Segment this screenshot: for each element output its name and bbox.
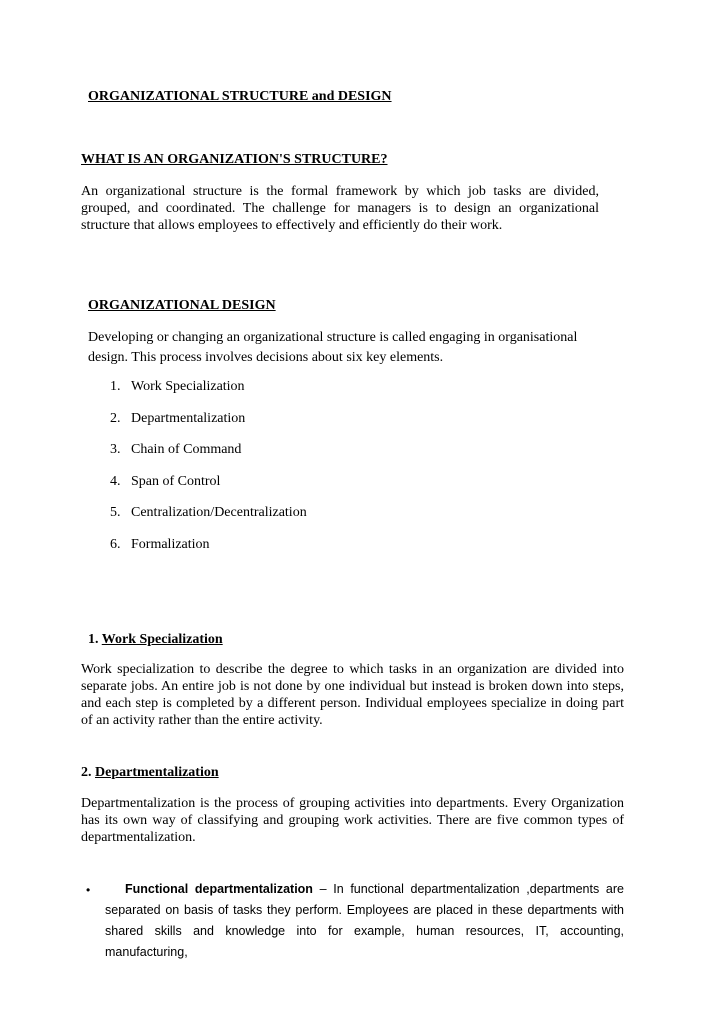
list-item-label: Departmentalization [131, 411, 246, 426]
design-paragraph: Developing or changing an organizational structure is called engaging in organisational design. This process involves decisions about six key elements. [88, 330, 578, 365]
section-number: 1. [88, 632, 99, 647]
list-item-number: 1. [110, 379, 121, 394]
document-title: ORGANIZATIONAL STRUCTURE and DESIGN [88, 89, 392, 104]
bullet-marker: • [86, 883, 91, 897]
design-elements-list [110, 378, 410, 558]
section-title: Work Specialization [101, 632, 223, 647]
work-specialization-paragraph: Work specialization to describe the degree to which tasks in an organization are divided into separate jobs. An entire job is not done by one individual but instead is broken down into steps, and each step is completed by a different person. Individual employees specialize in doing part of an activity rather than the entire activity. [81, 662, 624, 728]
design-heading: ORGANIZATIONAL DESIGN [88, 298, 276, 313]
bullet-dash: – [312, 882, 334, 896]
list-item-label: Centralization/Decentralization [131, 505, 307, 520]
list-item-label: Formalization [131, 537, 210, 552]
structure-paragraph: An organizational structure is the formal framework by which job tasks are divided, grouped, and coordinated. The challenge for managers is to design an organizational structure that allows employees to effectively and efficiently do their work. [81, 184, 599, 233]
bullet-text: In functional departmentalization ,departments are separated on basis of tasks they perform. Employees are placed in these departments with shared skills and knowledge into for example, human resources, IT, accounting, manufacturing, [105, 882, 624, 959]
bullet-term: Functional departmentalization [125, 882, 313, 896]
structure-heading: WHAT IS AN ORGANIZATION'S STRUCTURE? [81, 152, 388, 167]
section-title: Departmentalization [95, 765, 219, 780]
list-item-number: 5. [110, 505, 121, 520]
work-specialization-heading [88, 631, 223, 648]
list-item-label: Span of Control [131, 474, 221, 489]
departmentalization-paragraph: Departmentalization is the process of grouping activities into departments. Every Organization has its own way of classifying and grouping work activities. There are five common types of departmentalization. [81, 796, 624, 845]
list-item-label: Work Specialization [131, 379, 245, 394]
list-item-number: 4. [110, 474, 121, 489]
section-number: 2. [81, 765, 92, 780]
list-item-label: Chain of Command [131, 442, 242, 457]
list-item-number: 6. [110, 537, 121, 552]
departmentalization-heading [81, 764, 219, 781]
list-item-number: 3. [110, 442, 121, 457]
functional-departmentalization-bullet [105, 879, 624, 963]
list-item-number: 2. [110, 411, 121, 426]
